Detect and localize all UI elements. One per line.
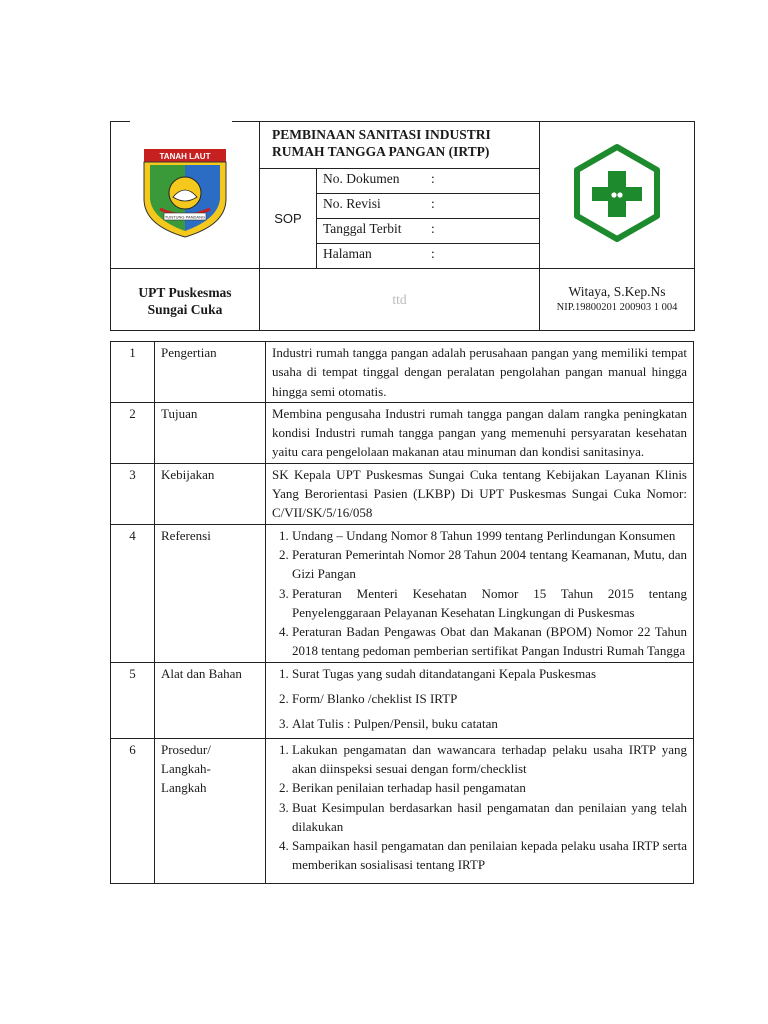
tanah-laut-emblem-icon — [140, 147, 230, 239]
signer-nip: NIP.19800201 200903 1 004 — [556, 301, 678, 313]
label-line: Langkah- — [161, 760, 211, 776]
field-tanggal-terbit — [317, 219, 540, 244]
emblem-motto: TUNTUNG PANDANG — [164, 214, 206, 220]
signer-name: Witaya, S.Kep.Ns — [568, 283, 666, 299]
title-line-1: PEMBINAAN SANITASI INDUSTRI — [272, 127, 491, 142]
border-gap — [130, 118, 232, 124]
row-label: Pengertian — [155, 342, 266, 403]
list-item: 3. Peraturan Menteri Kesehatan Nomor 15 Tahun 2015 tentang Penyelenggaraan Pelayanan Kesehatan Lingkungan di Puskesmas — [292, 584, 687, 623]
row-number: 3 — [111, 463, 155, 524]
table-row — [111, 524, 694, 662]
signer-block — [540, 269, 695, 331]
row-content: Industri rumah tangga pangan adalah perusahaan pangan yang memiliki tempat usaha di tempat tinggal dengan peralatan pengolahan pangan manual hingga hingga semi otomatis. — [266, 342, 694, 403]
field-label: No. Dokumen — [323, 171, 400, 186]
row-content — [266, 662, 694, 738]
label-line: Prosedur/ — [161, 741, 211, 757]
field-sep: : — [431, 246, 435, 261]
field-label: Tanggal Terbit — [323, 221, 402, 236]
field-sep: : — [431, 221, 435, 236]
field-no-revisi — [317, 194, 540, 219]
logo-right-cell — [540, 122, 695, 269]
puskesmas-logo-icon — [571, 143, 663, 243]
document-title — [260, 122, 540, 169]
field-sep: : — [431, 196, 435, 211]
list-item: 3. Alat Tulis : Pulpen/Pensil, buku catatan — [292, 714, 687, 733]
row-content — [266, 738, 694, 883]
list-item: 4. Peraturan Badan Pengawas Obat dan Makanan (BPOM) Nomor 22 Tahun 2018 tentang pedoman pemberian sertifikat Pangan Industri Rumah Tangga — [292, 622, 687, 661]
row-number: 2 — [111, 402, 155, 463]
row-number: 4 — [111, 524, 155, 662]
field-label: Halaman — [323, 246, 372, 261]
list-item: 3. Buat Kesimpulan berdasarkan hasil pengamatan dan penilaian yang telah dilakukan — [292, 798, 687, 837]
list-item: 1. Lakukan pengamatan dan wawancara terhadap pelaku usaha IRTP yang akan diinspeksi sesuai dengan form/checklist — [292, 740, 687, 779]
document-header — [110, 121, 695, 331]
table-row — [111, 402, 694, 463]
table-row — [111, 463, 694, 524]
list-item: 1. Undang – Undang Nomor 8 Tahun 1999 tentang Perlindungan Konsumen — [292, 526, 687, 545]
table-row — [111, 738, 694, 883]
row-label: Alat dan Bahan — [155, 662, 266, 738]
row-number: 1 — [111, 342, 155, 403]
row-content: SK Kepala UPT Puskesmas Sungai Cuka tentang Kebijakan Layanan Klinis Yang Berorientasi Pasien (LKBP) Di UPT Puskesmas Sungai Cuka Nomor: C/VII/SK/5/16/058 — [266, 463, 694, 524]
row-content: Membina pengusaha Industri rumah tangga pangan dalam rangka peningkatan kondisi Industri rumah tangga pangan yang memenuhi persyaratan kesehatan yaitu cara pengelolaan makanan atau minuman dan kondisi sanitasinya. — [266, 402, 694, 463]
list-item: 2. Peraturan Pemerintah Nomor 28 Tahun 2004 tentang Keamanan, Mutu, dan Gizi Pangan — [292, 545, 687, 584]
row-label: Kebijakan — [155, 463, 266, 524]
label-line: Langkah — [161, 780, 207, 796]
list-item: 1. Surat Tugas yang sudah ditandatangani Kepala Puskesmas — [292, 664, 687, 683]
table-row — [111, 342, 694, 403]
row-label: Tujuan — [155, 402, 266, 463]
row-label: Referensi — [155, 524, 266, 662]
row-number: 5 — [111, 662, 155, 738]
list-item: 2. Berikan penilaian terhadap hasil pengamatan — [292, 778, 687, 797]
list-item: 2. Form/ Blanko /cheklist IS IRTP — [292, 689, 687, 708]
signature-placeholder: ttd — [260, 269, 540, 331]
org-line-1: UPT Puskesmas — [138, 285, 232, 300]
sop-content-table — [110, 341, 694, 884]
row-number: 6 — [111, 738, 155, 883]
sop-label: SOP — [260, 169, 317, 269]
field-halaman — [317, 244, 540, 269]
list-item: 4. Sampaikan hasil pengamatan dan penilaian kepada pelaku usaha IRTP serta memberikan sosialisasi tentang IRTP — [292, 836, 687, 875]
field-no-dokumen — [317, 169, 540, 194]
emblem-text: TANAH LAUT — [159, 152, 211, 161]
field-label: No. Revisi — [323, 196, 381, 211]
title-line-2: RUMAH TANGGA PANGAN (IRTP) — [272, 144, 490, 159]
table-row — [111, 662, 694, 738]
field-sep: : — [431, 171, 435, 186]
org-line-2: Sungai Cuka — [147, 302, 223, 317]
organization-name — [111, 269, 260, 331]
row-content — [266, 524, 694, 662]
logo-left-cell — [111, 122, 260, 269]
row-label — [155, 738, 266, 883]
